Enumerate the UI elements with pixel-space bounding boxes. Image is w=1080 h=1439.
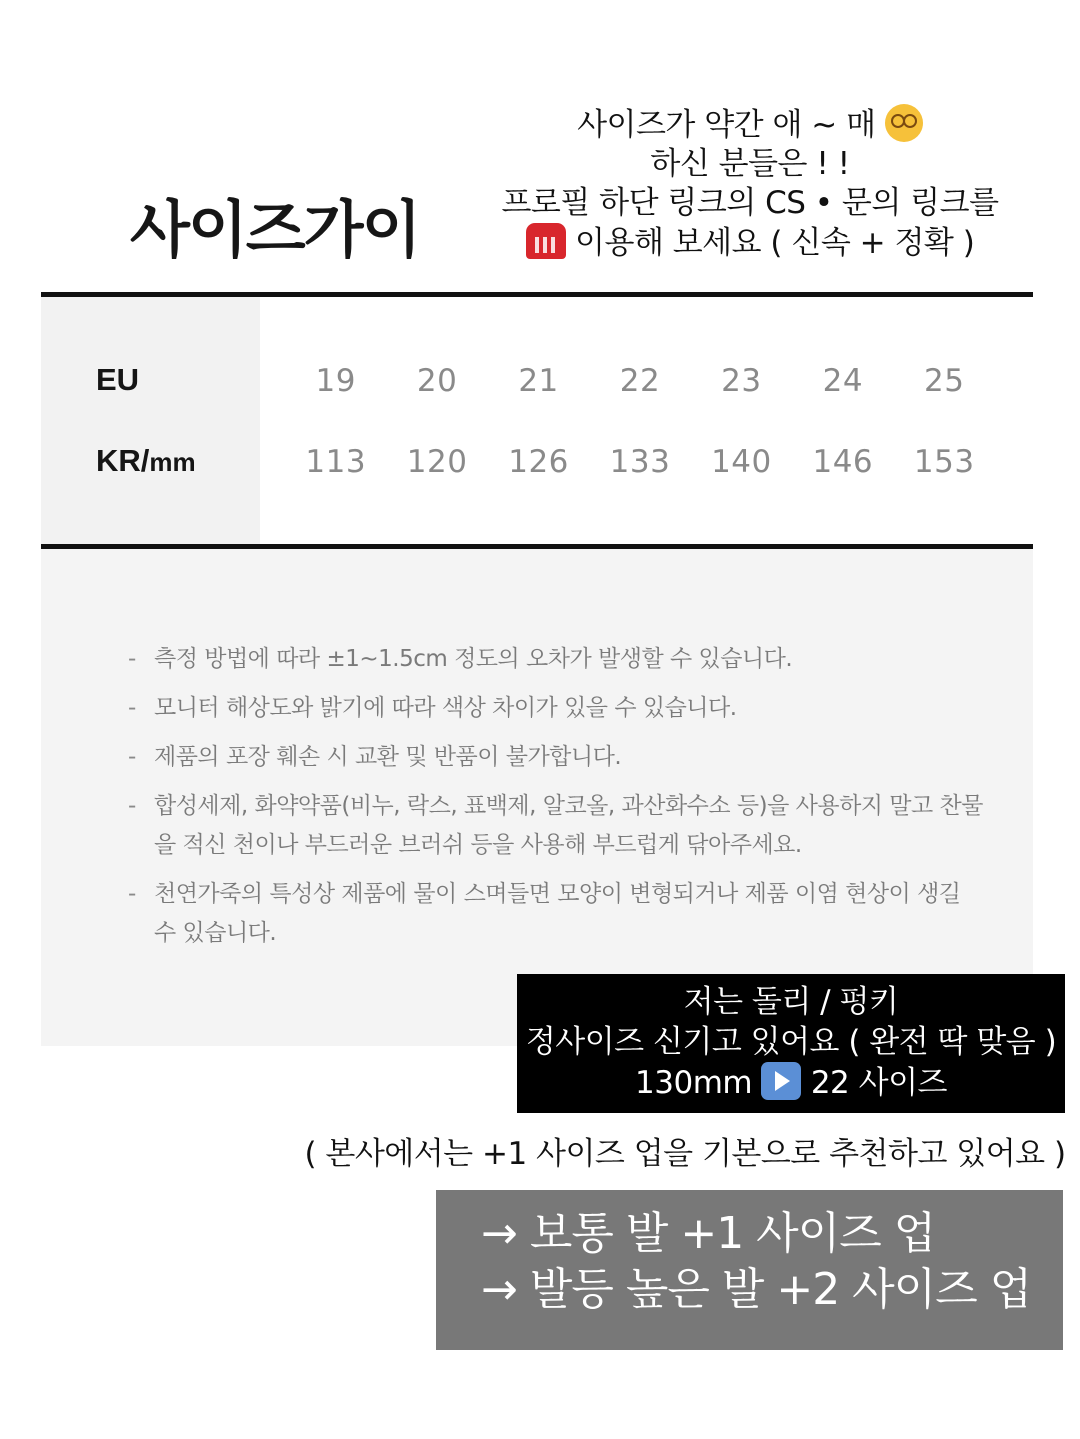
kr-size-cell: 140	[711, 444, 772, 480]
fit-note-size-mm: 130mm	[635, 1065, 753, 1101]
note-item: - 모니터 해상도와 밝기에 따라 색상 차이가 있을 수 있습니다.	[128, 689, 988, 728]
eu-size-row	[285, 363, 995, 399]
table-header-column	[41, 297, 260, 544]
dizzy-face-icon	[885, 104, 923, 142]
top-note-line-4-text: 이용해 보세요 ( 신속 + 정확 )	[575, 225, 975, 261]
kr-size-cell: 133	[609, 444, 671, 480]
top-note-line-1-text: 사이즈가 약간 애 ~ 매	[577, 107, 876, 143]
personal-fit-note	[517, 974, 1065, 1113]
eu-size-cell: 20	[416, 363, 458, 399]
eu-size-cell: 19	[315, 363, 356, 399]
size-up-line-2: → 발등 높은 발 +2 사이즈 업	[481, 1264, 1032, 1315]
play-button-icon	[761, 1062, 801, 1100]
eu-size-cell: 23	[721, 363, 762, 399]
fit-note-line-2: 정사이즈 신기고 있어요 ( 완전 딱 맞음 )	[525, 1024, 1057, 1060]
fit-note-line-1: 저는 돌리 / 펑키	[683, 984, 899, 1020]
telephone-icon	[526, 223, 566, 259]
kr-size-cell: 146	[812, 444, 874, 480]
kr-label-text: KR/	[96, 443, 150, 478]
eu-size-cell: 21	[518, 363, 559, 399]
kr-size-cell: 120	[406, 444, 468, 480]
notes-list	[128, 640, 988, 963]
kr-size-row	[285, 444, 995, 480]
kr-unit-text: mm	[149, 447, 196, 477]
eu-size-cell: 22	[619, 363, 661, 399]
note-item: - 합성세제, 화약약품(비누, 락스, 표백제, 알코올, 과산화수소 등)을 사용하지 말고 찬물을 적신 천이나 부드러운 브러쉬 등을 사용해 부드럽게 닦아주세요.	[128, 787, 988, 865]
kr-row-label	[96, 443, 196, 479]
size-up-guide	[436, 1190, 1063, 1350]
top-note-line-3: 프로필 하단 링크의 CS • 문의 링크를	[501, 185, 999, 221]
top-note	[495, 104, 1005, 263]
top-note-line-4	[495, 223, 1005, 263]
top-note-line-1	[495, 104, 1005, 145]
kr-size-cell: 153	[913, 444, 975, 480]
eu-size-cell: 25	[924, 363, 965, 399]
note-item: - 천연가죽의 특성상 제품에 물이 스며들면 모양이 변형되거나 제품 이염 현상이 생길 수 있습니다.	[128, 875, 988, 953]
note-item: - 측정 방법에 따라 ±1~1.5cm 정도의 오차가 발생할 수 있습니다.	[128, 640, 988, 679]
eu-size-cell: 24	[822, 363, 864, 399]
kr-size-cell: 113	[305, 444, 367, 480]
size-up-line-1: → 보통 발 +1 사이즈 업	[481, 1208, 936, 1259]
top-note-line-2: 하신 분들은 ! !	[650, 146, 850, 182]
recommend-note: ( 본사에서는 +1 사이즈 업을 기본으로 추천하고 있어요 )	[304, 1136, 1066, 1172]
note-item: - 제품의 포장 훼손 시 교환 및 반품이 불가합니다.	[128, 738, 988, 777]
fit-note-line-3	[517, 1062, 1065, 1103]
page-title: 사이즈가이	[130, 193, 420, 266]
eu-row-label: EU	[96, 362, 140, 397]
kr-size-cell: 126	[508, 444, 569, 480]
fit-note-size-eu: 22 사이즈	[810, 1065, 947, 1101]
